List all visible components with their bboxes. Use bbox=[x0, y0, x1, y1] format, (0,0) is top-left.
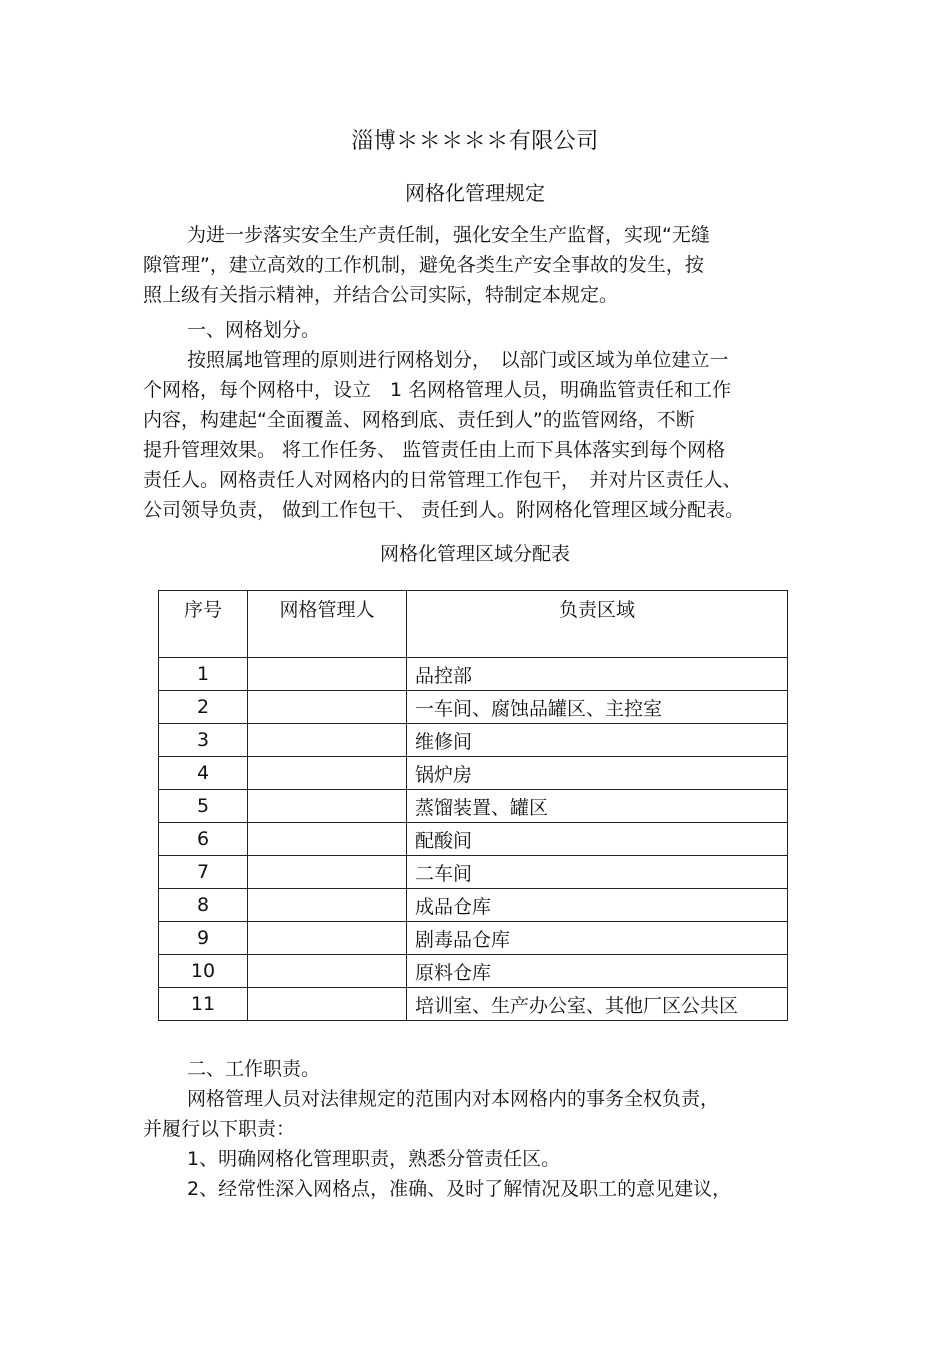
row-manager bbox=[248, 757, 407, 790]
row-manager bbox=[248, 790, 407, 823]
row-area: 二车间 bbox=[407, 856, 788, 889]
row-area: 剧毒品仓库 bbox=[407, 922, 788, 955]
row-no: 8 bbox=[159, 889, 248, 922]
table-header-row bbox=[159, 591, 788, 658]
intro-line: 照上级有关指示精神，并结合公司实际，特制定本规定。 bbox=[143, 284, 619, 306]
row-no: 5 bbox=[159, 790, 248, 823]
row-area: 配酸间 bbox=[407, 823, 788, 856]
row-no: 1 bbox=[159, 658, 248, 691]
section1-line: 责任人。网格责任人对网格内的日常管理工作包干， 并对片区责任人、 bbox=[143, 469, 742, 491]
column-header-manager: 网格管理人 bbox=[248, 591, 407, 658]
section2-heading: 二、工作职责。 bbox=[187, 1058, 321, 1080]
row-no: 11 bbox=[159, 988, 248, 1021]
table-row bbox=[159, 922, 788, 955]
row-no: 10 bbox=[159, 955, 248, 988]
row-area: 维修间 bbox=[407, 724, 788, 757]
row-manager bbox=[248, 856, 407, 889]
section1-line: 公司领导负责， 做到工作包干、 责任到人。附网格化管理区域分配表。 bbox=[143, 499, 745, 521]
section2-line: 并履行以下职责： bbox=[143, 1118, 296, 1140]
row-no: 7 bbox=[159, 856, 248, 889]
table-row bbox=[159, 955, 788, 988]
column-header-area: 负责区域 bbox=[407, 591, 788, 658]
section1 bbox=[143, 315, 803, 345]
row-no: 6 bbox=[159, 823, 248, 856]
table-row bbox=[159, 823, 788, 856]
row-manager bbox=[248, 823, 407, 856]
row-area: 培训室、生产办公室、其他厂区公共区 bbox=[407, 988, 788, 1021]
row-manager bbox=[248, 724, 407, 757]
row-area: 成品仓库 bbox=[407, 889, 788, 922]
row-area: 锅炉房 bbox=[407, 757, 788, 790]
row-manager bbox=[248, 889, 407, 922]
table-row bbox=[159, 724, 788, 757]
row-no: 3 bbox=[159, 724, 248, 757]
table-row bbox=[159, 790, 788, 823]
row-area: 一车间、腐蚀品罐区、主控室 bbox=[407, 691, 788, 724]
row-manager bbox=[248, 691, 407, 724]
table-row bbox=[159, 856, 788, 889]
intro-line: 隙管理”，建立高效的工作机制，避免各类生产安全事故的发生，按 bbox=[143, 254, 704, 276]
column-header-no: 序号 bbox=[159, 591, 248, 658]
table-row bbox=[159, 658, 788, 691]
row-manager bbox=[248, 922, 407, 955]
row-manager bbox=[248, 955, 407, 988]
company-name: 淄博＊＊＊＊＊有限公司 bbox=[351, 129, 599, 154]
table-row bbox=[159, 757, 788, 790]
section1-heading: 一、网格划分。 bbox=[187, 319, 321, 341]
row-manager bbox=[248, 988, 407, 1021]
duty-item: 2、经常性深入网格点，准确、及时了解情况及职工的意见建议， bbox=[187, 1178, 732, 1200]
section1-paragraph bbox=[143, 345, 803, 525]
row-area: 蒸馏装置、罐区 bbox=[407, 790, 788, 823]
document-title: 网格化管理规定 bbox=[405, 181, 545, 205]
table-caption: 网格化管理区域分配表 bbox=[379, 543, 570, 565]
duty-item: 1、明确网格化管理职责，熟悉分管责任区。 bbox=[187, 1148, 561, 1170]
section1-line: 内容，构建起“全面覆盖、网格到底、责任到人”的监管网络，不断 bbox=[143, 409, 695, 431]
area-assignment-table bbox=[158, 590, 788, 1021]
intro-line: 为进一步落实安全生产责任制，强化安全生产监督，实现“无缝 bbox=[187, 224, 710, 246]
row-manager bbox=[248, 658, 407, 691]
intro-paragraph bbox=[143, 220, 803, 310]
section2 bbox=[143, 1054, 803, 1204]
table-row bbox=[159, 889, 788, 922]
section2-line: 网格管理人员对法律规定的范围内对本网格内的事务全权负责， bbox=[187, 1088, 720, 1110]
table-row bbox=[159, 691, 788, 724]
table-row bbox=[159, 988, 788, 1021]
row-no: 9 bbox=[159, 922, 248, 955]
section1-line: 按照属地管理的原则进行网格划分， 以部门或区域为单位建立一 bbox=[187, 349, 729, 371]
row-area: 原料仓库 bbox=[407, 955, 788, 988]
section1-line: 提升管理效果。 将工作任务、 监管责任由上而下具体落实到每个网格 bbox=[143, 439, 726, 461]
row-no: 2 bbox=[159, 691, 248, 724]
row-no: 4 bbox=[159, 757, 248, 790]
row-area: 品控部 bbox=[407, 658, 788, 691]
section1-line: 个网格，每个网格中，设立 1 名网格管理人员，明确监管责任和工作 bbox=[143, 379, 732, 401]
